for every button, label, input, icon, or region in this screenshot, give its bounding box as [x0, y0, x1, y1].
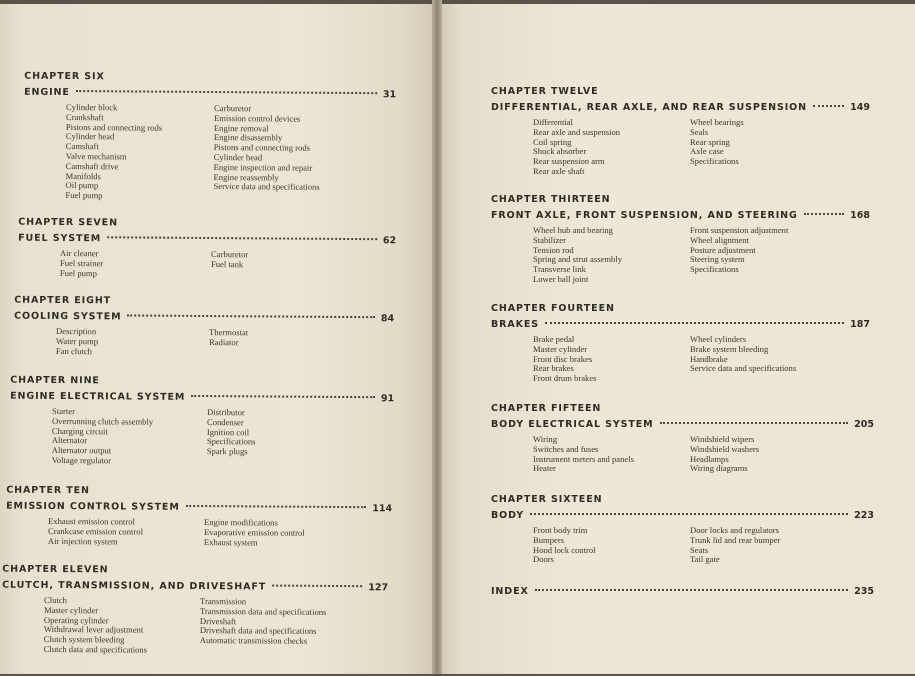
topic-column [207, 408, 256, 457]
topic-item: Handbrake [690, 353, 728, 364]
page-number: 205 [854, 419, 874, 430]
topic-item: Steering system [690, 254, 745, 265]
page-number: 91 [380, 393, 395, 405]
topic-item: Windshield washers [690, 443, 760, 454]
topic-item: Fuel pump [65, 190, 103, 201]
topic-item: Water pump [55, 335, 99, 347]
chapter-title: CLUTCH, TRANSMISSION, AND DRIVESHAFT [2, 579, 267, 593]
topic-item: Front drum brakes [533, 373, 597, 384]
topic-item: Clutch data and specifications [43, 643, 148, 655]
topic-item: Axle case [690, 146, 724, 157]
topic-item: Automatic transmission checks [199, 635, 308, 646]
topic-column [213, 104, 320, 193]
dot-leader [107, 236, 377, 240]
topic-column [690, 526, 780, 565]
topic-item: Spring and strut assembly [533, 254, 623, 265]
topic-item: Doors [533, 554, 555, 565]
topic-item: Pistons and connecting rods [65, 121, 163, 133]
topic-item: Spark plugs [206, 446, 248, 457]
chapter-entry [14, 295, 395, 388]
dot-leader [535, 589, 848, 591]
topic-item: Valve mechanism [65, 150, 127, 162]
topic-item: Oil pump [65, 180, 99, 191]
chapter-title: DIFFERENTIAL, REAR AXLE, AND REAR SUSPENSION [491, 102, 807, 113]
chapter-title: COOLING SYSTEM [14, 310, 122, 323]
topic-item: Cylinder head [213, 152, 263, 163]
topic-item: Shock absorber [533, 146, 587, 157]
topic-column [204, 518, 305, 548]
topic-item: Front body trim [533, 525, 588, 535]
topic-item: Hood lock control [533, 544, 596, 555]
chapter-label: CHAPTER NINE [10, 374, 100, 387]
topic-item: Crankshaft [65, 111, 104, 123]
page-number: 149 [850, 102, 870, 113]
page-number: 223 [854, 510, 874, 521]
dot-leader [804, 213, 844, 215]
page-number: 235 [854, 586, 874, 597]
topic-item: Exhaust emission control [48, 515, 135, 527]
topic-item: Specifications [690, 156, 739, 167]
topic-column [200, 597, 327, 647]
page-number: 31 [382, 89, 397, 101]
page-number: 168 [850, 210, 870, 221]
topic-item: Condenser [206, 416, 244, 428]
dot-leader [660, 422, 849, 424]
topic-item: Stabilizer [533, 234, 566, 245]
page-number: 187 [850, 319, 870, 330]
chapter-label: CHAPTER ELEVEN [2, 563, 109, 576]
topic-item: Carburetor [214, 103, 252, 114]
topic-item: Alternator [51, 435, 88, 446]
dot-leader [272, 585, 362, 588]
chapter-title: BODY ELECTRICAL SYSTEM [491, 419, 654, 430]
topic-item: Pistons and connecting rods [213, 142, 311, 153]
topic-column [690, 435, 759, 474]
topic-item: Front suspension adjustment [690, 225, 789, 235]
topic-item: Specifications [206, 436, 256, 447]
topic-item: Wheel cylinders [690, 334, 747, 344]
topic-item: Distributor [207, 407, 245, 418]
topic-item: Tail gate [690, 554, 720, 565]
topic-item: Fuel strainer [59, 257, 104, 269]
topic-item: Fan clutch [55, 345, 93, 356]
topic-item: Wiring diagrams [690, 463, 748, 474]
dot-leader [186, 505, 367, 508]
topic-column [690, 118, 744, 167]
topic-item: Manifolds [65, 170, 101, 181]
dot-leader [530, 513, 848, 515]
topic-item: Master cylinder [533, 343, 588, 354]
topic-item: Brake system bleeding [690, 343, 769, 354]
topic-item: Starter [52, 405, 76, 417]
topic-item: Transmission data and specifications [199, 605, 327, 617]
topic-item: Rear brakes [533, 363, 574, 374]
topic-item: Bumpers [533, 534, 565, 545]
topic-item: Posture adjustment [690, 244, 756, 255]
chapter-title: FRONT AXLE, FRONT SUSPENSION, AND STEERING [491, 210, 798, 221]
chapter-entry [2, 564, 389, 657]
topic-item: Overrunning clutch assembly [51, 415, 154, 427]
topic-item: Charging circuit [51, 425, 108, 436]
topic-item: Seats [690, 544, 709, 555]
chapter-entry [24, 70, 397, 201]
chapter-title: ENGINE ELECTRICAL SYSTEM [10, 390, 186, 403]
topic-item: Transmission [200, 596, 247, 607]
topic-item: Wiring [533, 434, 557, 444]
topic-item: Cylinder block [66, 101, 118, 113]
topic-item: Engine removal [213, 122, 269, 134]
topic-item: Instrument meters and panels [533, 453, 634, 464]
topic-column [690, 226, 788, 275]
topic-item: Master cylinder [43, 604, 99, 616]
topic-item: Seals [690, 126, 709, 137]
topic-item: Wheel alignment [690, 234, 749, 245]
chapter-label: CHAPTER FOURTEEN [491, 303, 615, 314]
topic-column [533, 526, 596, 565]
topic-item: Carburetor [211, 249, 249, 260]
topic-item: Camshaft drive [65, 160, 119, 172]
dot-leader [76, 90, 377, 94]
topic-item: Lower ball joint [533, 273, 589, 284]
chapter-label: CHAPTER SEVEN [18, 216, 118, 229]
chapter-entry [491, 586, 874, 676]
page-number: 62 [382, 235, 397, 247]
topic-item: Ignition coil [206, 426, 250, 437]
chapter-entry [491, 494, 874, 584]
topic-item: Wheel bearings [690, 117, 744, 127]
topic-item: Air cleaner [60, 247, 99, 259]
topic-item: Alternator output [51, 445, 112, 456]
dot-leader [813, 105, 844, 107]
topic-column [44, 596, 148, 656]
topic-item: Driveshaft data and specifications [199, 625, 317, 637]
topic-column [533, 226, 622, 285]
chapter-label: CHAPTER TEN [6, 484, 90, 497]
topic-item: Specifications [690, 264, 739, 275]
chapter-title: ENGINE [24, 86, 70, 99]
topic-item: Emission control devices [213, 112, 301, 124]
topic-column [533, 335, 597, 384]
chapter-label: CHAPTER TWELVE [491, 86, 599, 97]
topic-item: Clutch [44, 594, 68, 606]
topic-column [65, 103, 162, 202]
book-gutter [432, 0, 442, 674]
topic-item: Windshield wipers [690, 434, 755, 444]
topic-column [48, 517, 143, 547]
topic-column [690, 335, 796, 374]
page-number: 114 [372, 503, 393, 515]
topic-column [209, 328, 248, 348]
topic-item: Coil spring [533, 136, 572, 147]
topic-item: Camshaft [65, 141, 99, 152]
topic-item: Front disc brakes [533, 353, 593, 364]
topic-item: Service data and specifications [213, 181, 320, 193]
topic-item: Fuel tank [210, 258, 244, 270]
topic-item: Voltage regulator [51, 454, 112, 466]
topic-item: Brake pedal [533, 334, 575, 344]
dot-leader [545, 322, 844, 324]
topic-column [533, 118, 620, 177]
chapter-entry [491, 403, 874, 493]
chapter-entry [491, 303, 870, 393]
topic-item: Operating cylinder [43, 614, 109, 625]
topic-column [211, 250, 248, 270]
topic-item: Driveshaft [199, 615, 237, 626]
chapter-title: EMISSION CONTROL SYSTEM [6, 500, 180, 513]
topic-item: Clutch system bleeding [43, 634, 125, 645]
chapter-title: FUEL SYSTEM [18, 232, 102, 245]
page-number: 84 [380, 313, 395, 325]
topic-item: Wheel hub and bearing [533, 225, 613, 235]
chapter-entry [491, 194, 870, 284]
topic-item: Exhaust system [203, 536, 258, 548]
topic-item: Trunk lid and rear bumper [690, 534, 781, 545]
dot-leader [128, 314, 375, 318]
chapter-title: BODY [491, 510, 524, 521]
topic-item: Rear suspension arm [533, 156, 605, 167]
topic-item: Air injection system [47, 535, 118, 547]
topic-item: Thermostat [209, 327, 249, 338]
chapter-label: CHAPTER SIXTEEN [491, 494, 603, 505]
topic-item: Engine disassembly [213, 132, 283, 143]
topic-item: Description [56, 325, 97, 337]
topic-item: Fuel pump [59, 267, 97, 278]
chapter-label: CHAPTER SIX [24, 70, 105, 83]
topic-item: Withdrawal lever adjustment [43, 624, 144, 636]
topic-item: Rear spring [690, 136, 730, 147]
chapter-label: CHAPTER EIGHT [14, 294, 112, 307]
chapter-entry [491, 86, 870, 176]
chapter-title: BRAKES [491, 319, 540, 330]
chapter-label: CHAPTER THIRTEEN [491, 194, 611, 205]
topic-item: Engine inspection and repair [213, 161, 313, 173]
topic-item: Switches and fuses [533, 443, 599, 454]
topic-item: Evaporative emission control [203, 526, 305, 538]
dot-leader [191, 395, 375, 398]
topic-item: Heater [533, 463, 556, 474]
topic-item: Differential [533, 117, 573, 127]
topic-item: Door locks and regulators [690, 525, 780, 535]
topic-item: Service data and specifications [690, 363, 797, 374]
topic-item: Cylinder head [65, 131, 115, 142]
chapter-entry [10, 375, 395, 468]
chapter-label: CHAPTER FIFTEEN [491, 403, 602, 414]
topic-column [52, 407, 154, 466]
topic-column [56, 327, 98, 357]
topic-item: Rear axle and suspension [533, 126, 621, 137]
topic-item: Engine modifications [204, 517, 278, 528]
page-number: 127 [368, 582, 389, 594]
topic-column [60, 249, 103, 279]
chapter-title: INDEX [491, 586, 529, 597]
topic-column [533, 435, 634, 474]
topic-item: Crankcase emission control [47, 525, 144, 537]
topic-item: Tension rod [533, 244, 574, 255]
topic-item: Transverse link [533, 264, 586, 275]
topic-item: Headlamps [690, 453, 729, 464]
topic-item: Radiator [208, 336, 239, 348]
topic-item: Rear axle shaft [533, 165, 585, 176]
topic-item: Engine reassembly [213, 171, 279, 183]
